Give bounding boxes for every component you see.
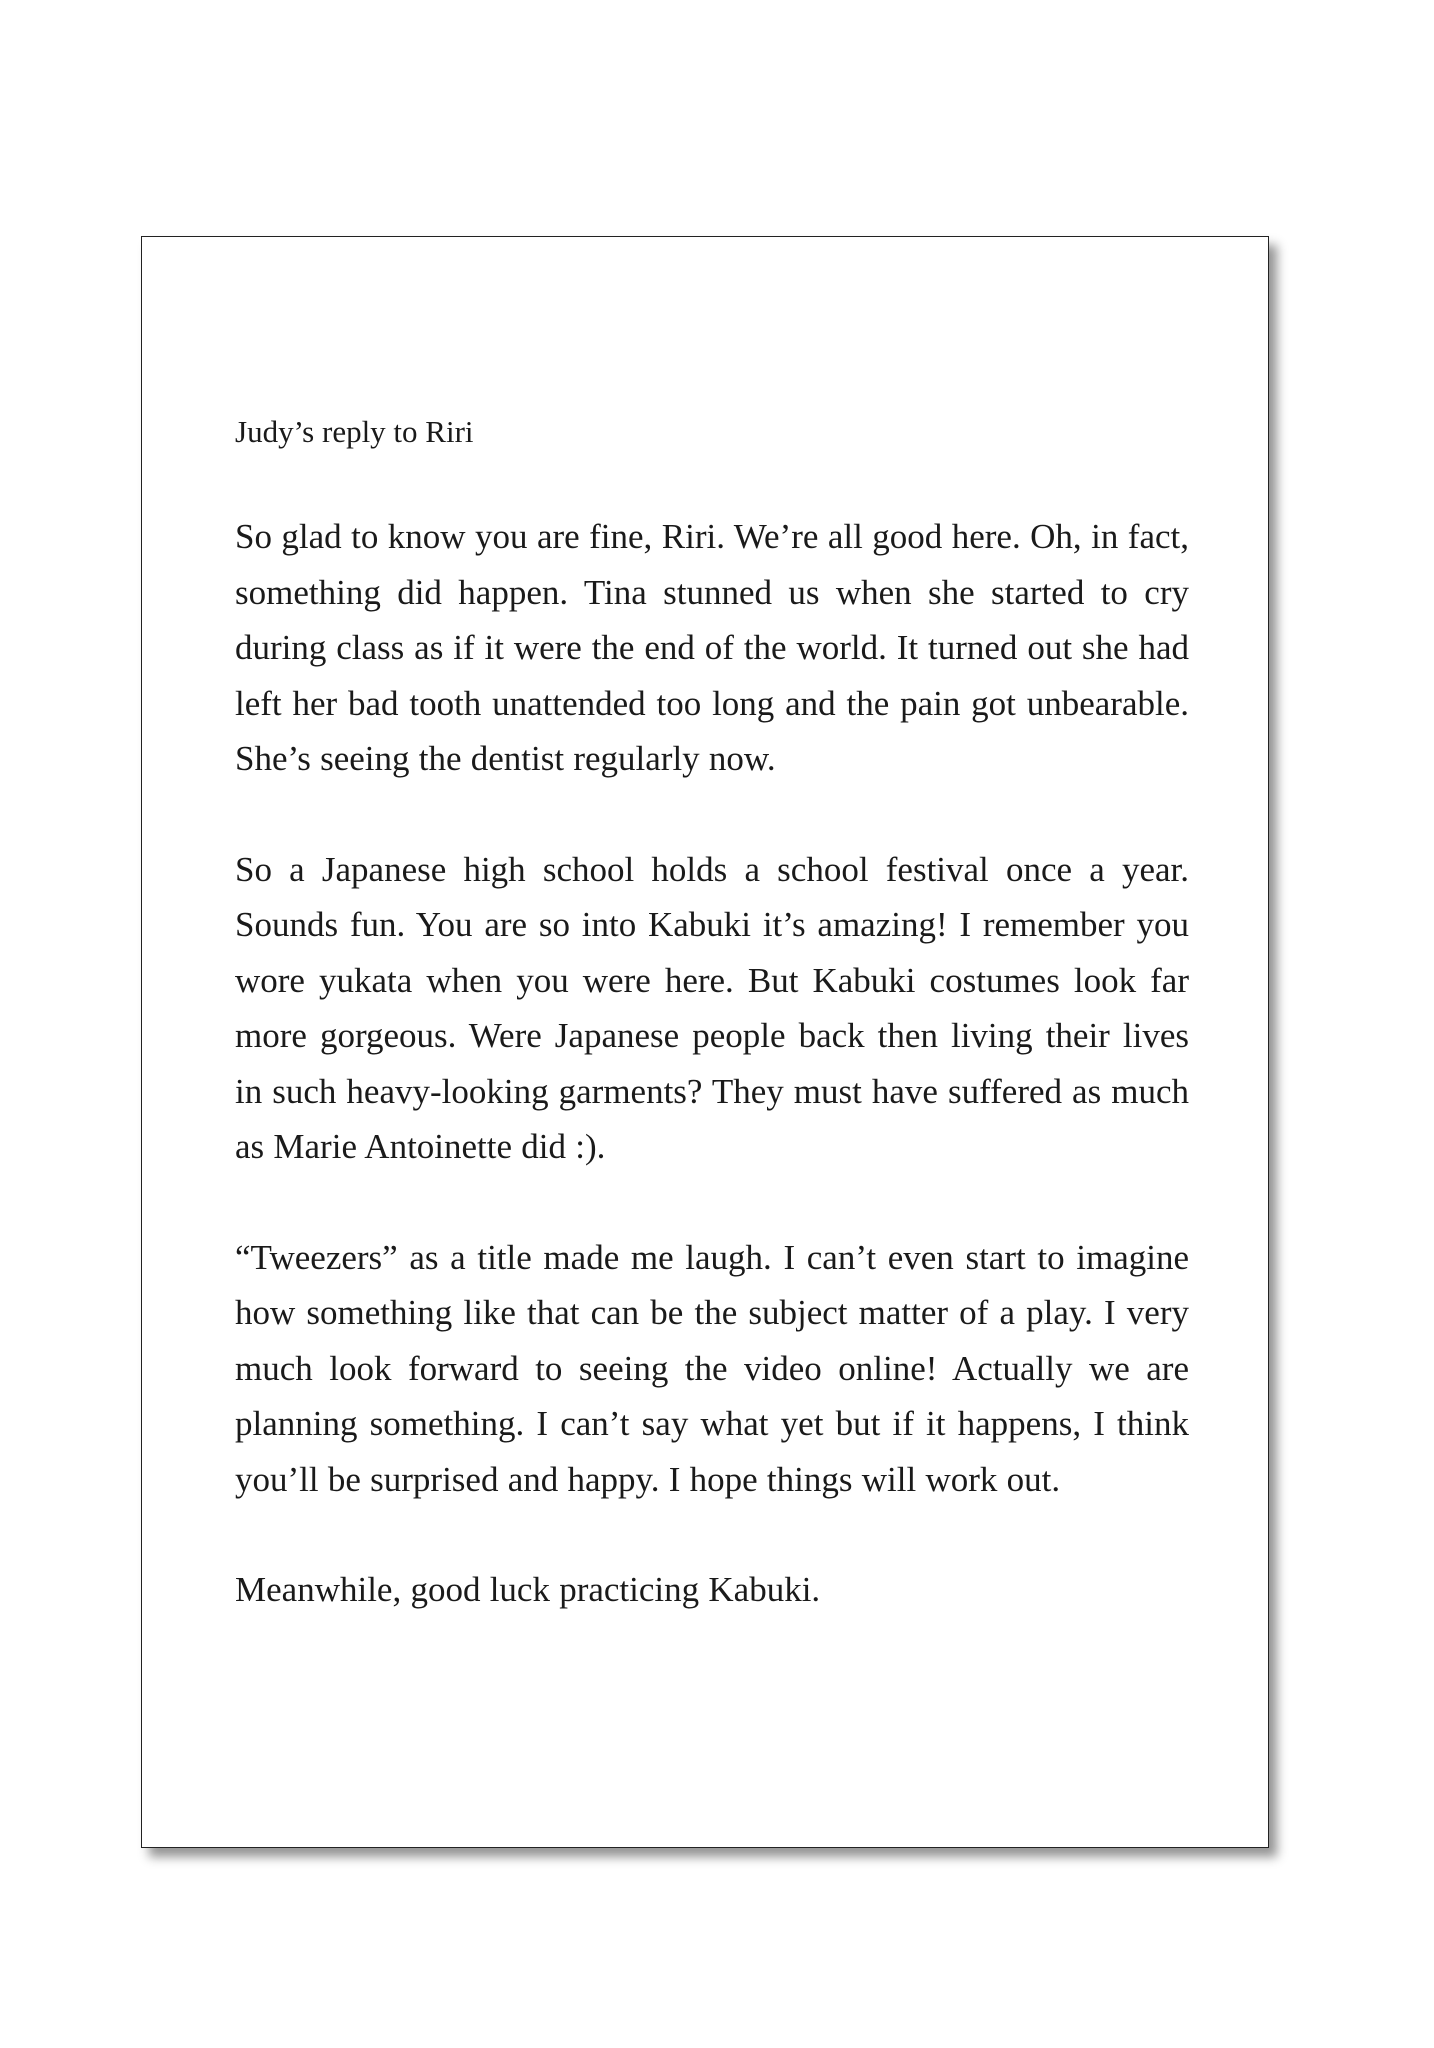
letter-paragraph-1: So glad to know you are fine, Riri. We’re all good here. Oh, in fact, something did happen. Tina stunned us when she started to cry during class as if it were the end of the world. It turned out she had left her bad tooth unattended too long and the pain got unbearable. She’s seeing the dentist regularly now.	[235, 517, 1189, 778]
letter-paragraph-3: “Tweezers” as a title made me laugh. I can’t even start to imagine how something like that can be the subject matter of a play. I very much look forward to seeing the video online! Actually we are planning something. I can’t say what yet but if it happens, I think you’ll be surprised and happy. I hope things will work out.	[235, 1237, 1189, 1499]
letter-heading: Judy’s reply to Riri	[235, 414, 474, 449]
letter-body	[235, 509, 1189, 1618]
letter-card	[141, 236, 1269, 1848]
letter-closing: Meanwhile, good luck practicing Kabuki.	[235, 1570, 821, 1609]
letter-paragraph-2: So a Japanese high school holds a school festival once a year. Sounds fun. You are so into Kabuki it’s amazing! I remember you wore yukata when you were here. But Kabuki costumes look far more gorgeous. Were Japanese people back then living their lives in such heavy-looking garments? They must have suffered as much as Marie Antoinette did :).	[235, 849, 1189, 1166]
